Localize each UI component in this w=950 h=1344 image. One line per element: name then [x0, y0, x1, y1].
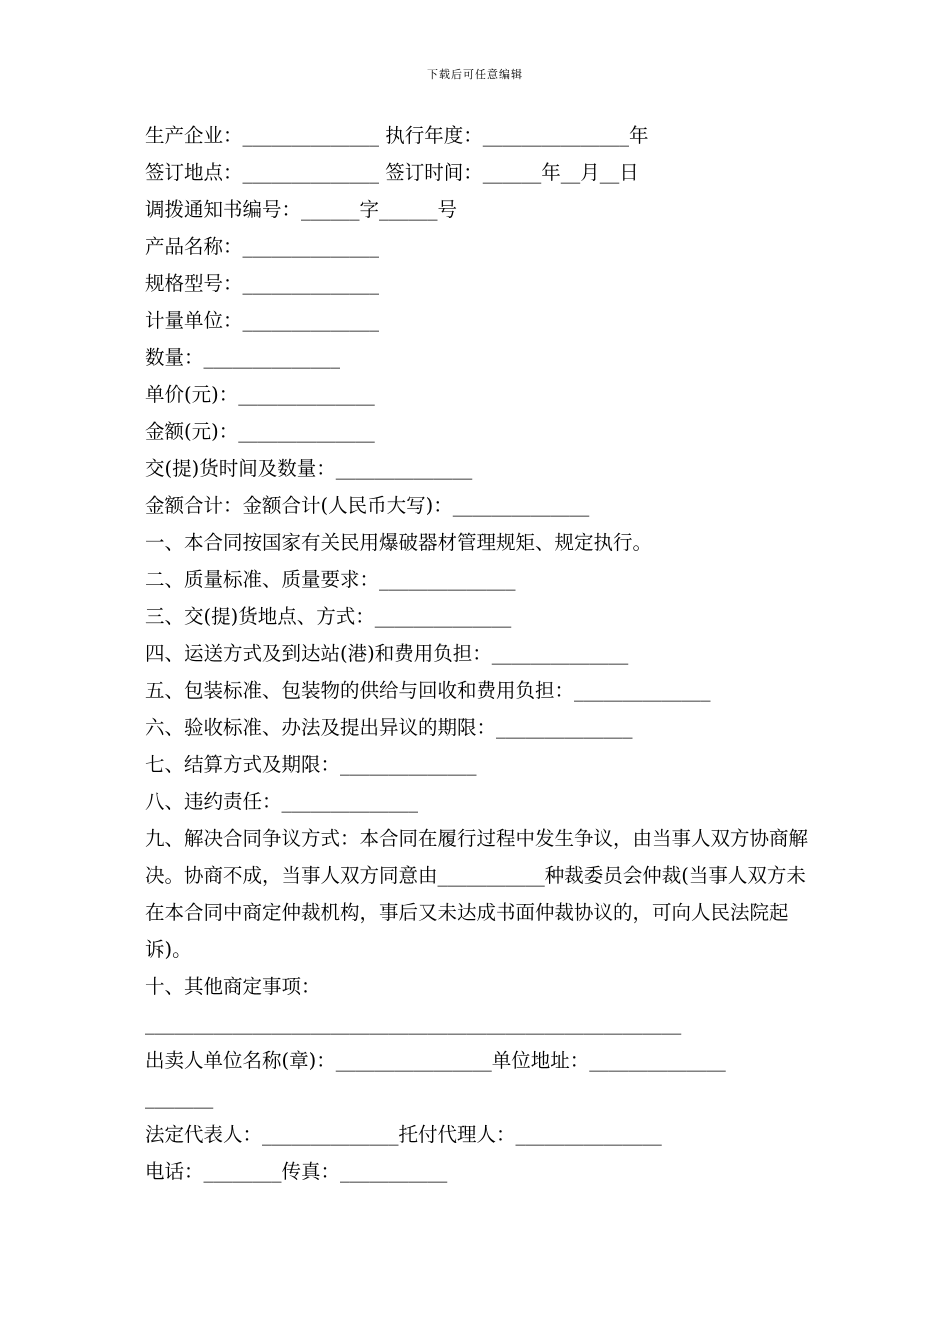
phone-fax-line: 电话：________传真：___________	[145, 1160, 448, 1183]
clause-10: 十、其他商定事项：	[145, 975, 321, 998]
notice-number-line: 调拨通知书编号：______字______号	[145, 198, 458, 221]
representative-line: 法定代表人：______________托付代理人：_______________	[145, 1123, 662, 1146]
spec-model-line: 规格型号：______________	[145, 272, 380, 295]
seller-line: 出卖人单位名称(章)：________________单位地址：______________	[145, 1049, 726, 1072]
page-header: 下载后可任意编辑	[427, 68, 523, 81]
sign-place-line: 签订地点：______________ 签订时间：______年__月__日	[145, 161, 639, 184]
clause-6: 六、验收标准、办法及提出异议的期限：______________	[145, 716, 633, 739]
clause-9: 九、解决合同争议方式：本合同在履行过程中发生争议，由当事人双方协商解决。协商不成，当事人双方同意由___________种裁委员会仲裁(当事人双方未在本合同中商定仲裁机构，事后又未达成书面仲裁协议的，可向人民法院起诉)。	[145, 827, 809, 961]
blank-line: _______________________________________________________	[145, 1012, 682, 1035]
clause-2: 二、质量标准、质量要求：______________	[145, 568, 516, 591]
clause-3: 三、交(提)货地点、方式：______________	[145, 605, 512, 628]
producer-line: 生产企业：______________ 执行年度：_______________年	[145, 124, 649, 147]
unit-line: 计量单位：______________	[145, 309, 380, 332]
clause-8: 八、违约责任：______________	[145, 790, 419, 813]
clause-4: 四、运送方式及到达站(港)和费用负担：______________	[145, 642, 629, 665]
delivery-time-line: 交(提)货时间及数量：______________	[145, 457, 473, 480]
product-name-line: 产品名称：______________	[145, 235, 380, 258]
clause-5: 五、包装标准、包装物的供给与回收和费用负担：______________	[145, 679, 711, 702]
quantity-line: 数量：______________	[145, 346, 341, 369]
unit-price-line: 单价(元)：______________	[145, 383, 375, 406]
contract-body	[145, 117, 825, 1190]
amount-line: 金额(元)：______________	[145, 420, 375, 443]
seller-line-cont: _______	[145, 1086, 214, 1109]
clause-7: 七、结算方式及期限：______________	[145, 753, 477, 776]
clause-1: 一、本合同按国家有关民用爆破器材管理规矩、规定执行。	[145, 531, 653, 554]
total-amount-line: 金额合计：金额合计(人民币大写)：______________	[145, 494, 590, 517]
